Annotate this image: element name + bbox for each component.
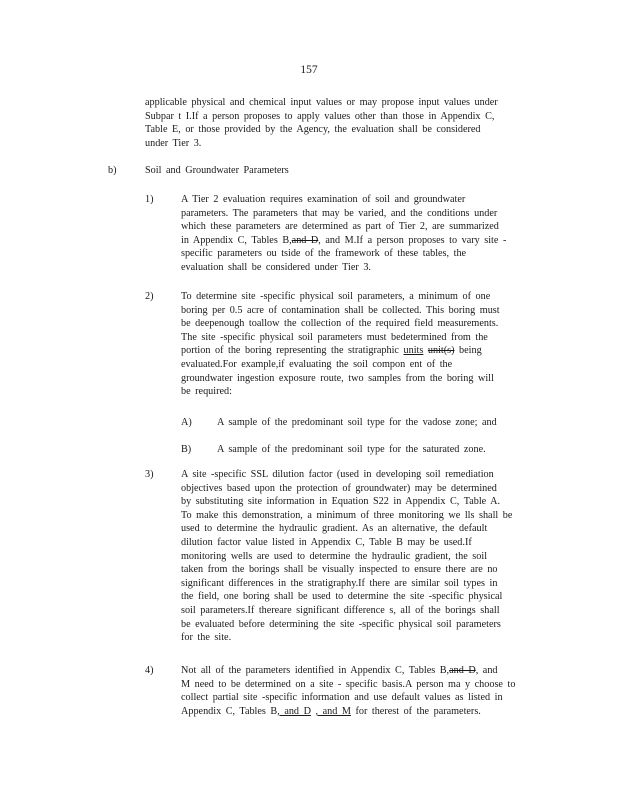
intro-paragraph <box>145 96 498 150</box>
sub-b-paragraph <box>217 443 486 457</box>
text-line <box>181 705 515 719</box>
text-line: evaluated.For example,if evaluating the soil compon ent of the <box>181 358 453 370</box>
struck-text: and D <box>291 234 319 246</box>
text-line: Table E, or those provided by the Agency, the evaluation shall be considered <box>145 124 481 136</box>
item-2-paragraph <box>181 290 500 399</box>
text-line: significant differences in the stratigraphy.If there are similar soil types in <box>181 577 498 589</box>
text-line: evaluation shall be considered under Tier 3. <box>181 261 371 273</box>
sub-a-label: A) <box>181 417 192 428</box>
text-line: which these parameters are determined as part of Tier 2, are summarized <box>181 221 499 233</box>
text-line: To make this demonstration, a minimum of three monitoring we lls shall be <box>181 509 513 521</box>
text-span: , and <box>475 665 498 676</box>
section-b-label: b) <box>108 165 117 176</box>
text-line: be evaluated before determining the site -specific physical soil parameters <box>181 618 501 630</box>
item-2-label: 2) <box>145 291 154 302</box>
text-line: boring per 0.5 acre of contamination shall be collected. This boring must <box>181 304 500 316</box>
struck-text: and D <box>449 665 476 676</box>
text-line: collect partial site -specific information and use default values as listed in <box>181 692 503 704</box>
text-span: being <box>454 345 482 357</box>
text-span: portion of the boring representing the stratigraphic <box>181 345 404 357</box>
text-line <box>181 664 515 678</box>
item-3-paragraph <box>181 468 512 645</box>
sub-a-paragraph <box>217 416 497 430</box>
text-line: A Tier 2 evaluation requires examination of soil and groundwater <box>181 194 466 205</box>
item-1-label: 1) <box>145 194 154 205</box>
text-line: The site -specific physical soil parameters must bedetermined from the <box>181 331 488 343</box>
text-line: Subpar t I.If a person proposes to apply values other than those in Appendix C, <box>145 110 495 122</box>
text-line: monitoring wells are used to determine the hydraulic gradient, the soil <box>181 550 488 562</box>
section-heading: Soil and Groundwater Parameters <box>145 165 289 176</box>
text-line: objectives based upon the protection of groundwater) may be determined <box>181 482 497 494</box>
page-number: 157 <box>300 64 318 76</box>
text-line: dilution factor value listed in Appendix C, Table B may be used.If <box>181 536 472 548</box>
text-line: groundwater ingestion exposure route, two samples from the boring will <box>181 372 494 384</box>
text-line: M need to be determined on a site - specific basis.A person ma y choose to <box>181 678 516 690</box>
text-line: be required: <box>181 386 232 398</box>
inserted-text: , and D <box>277 705 311 717</box>
text-line: soil parameters.If thereare significant difference s, all of the borings shall <box>181 604 500 616</box>
text-span: Not all of the parameters identified in Appendix C, Tables B, <box>181 665 450 676</box>
sub-b-label: B) <box>181 444 192 455</box>
text-span: in Appendix C, Tables B, <box>181 234 292 246</box>
item-4-label: 4) <box>145 665 154 676</box>
text-line: by substituting site information in Equation S22 in Appendix C, Table A. <box>181 496 501 508</box>
text-line: be deepenough toallow the collection of the required field measurements. <box>181 318 499 330</box>
text-line: taken from the borings shall be visually inspected to ensure there are no <box>181 564 498 576</box>
inserted-text: , and M <box>315 705 351 717</box>
text-line: applicable physical and chemical input values or may propose input values under <box>145 97 498 108</box>
text-line: for the site. <box>181 632 232 644</box>
text-line: To determine site -specific physical soil parameters, a minimum of one <box>181 291 491 302</box>
section-b-heading <box>145 164 289 178</box>
item-4-paragraph <box>181 664 515 718</box>
text-line: A sample of the predominant soil type for the saturated zone. <box>217 444 486 455</box>
item-3-label: 3) <box>145 469 154 480</box>
text-line <box>181 234 506 248</box>
text-line: A sample of the predominant soil type for the vadose zone; and <box>217 417 497 428</box>
text-span: for therest of the parameters. <box>350 705 481 717</box>
text-span: Appendix C, Tables B <box>181 705 278 717</box>
text-line: under Tier 3. <box>145 137 202 149</box>
text-line: used to determine the hydraulic gradient. As an alternative, the default <box>181 523 488 535</box>
text-line: specific parameters ou tside of the framework of these tables, the <box>181 248 467 260</box>
text-span: , and M.If a person proposes to vary site - <box>318 234 507 246</box>
struck-text: unit(s) <box>427 345 455 357</box>
item-1-paragraph <box>181 193 506 275</box>
text-line: parameters. The parameters that may be varied, and the conditions under <box>181 207 498 219</box>
text-line <box>181 344 500 358</box>
inserted-text: units <box>403 345 424 357</box>
text-line: the field, one boring shall be used to determine the site -specific physical <box>181 591 503 603</box>
text-line: A site -specific SSL dilution factor (used in developing soil remediation <box>181 469 494 480</box>
